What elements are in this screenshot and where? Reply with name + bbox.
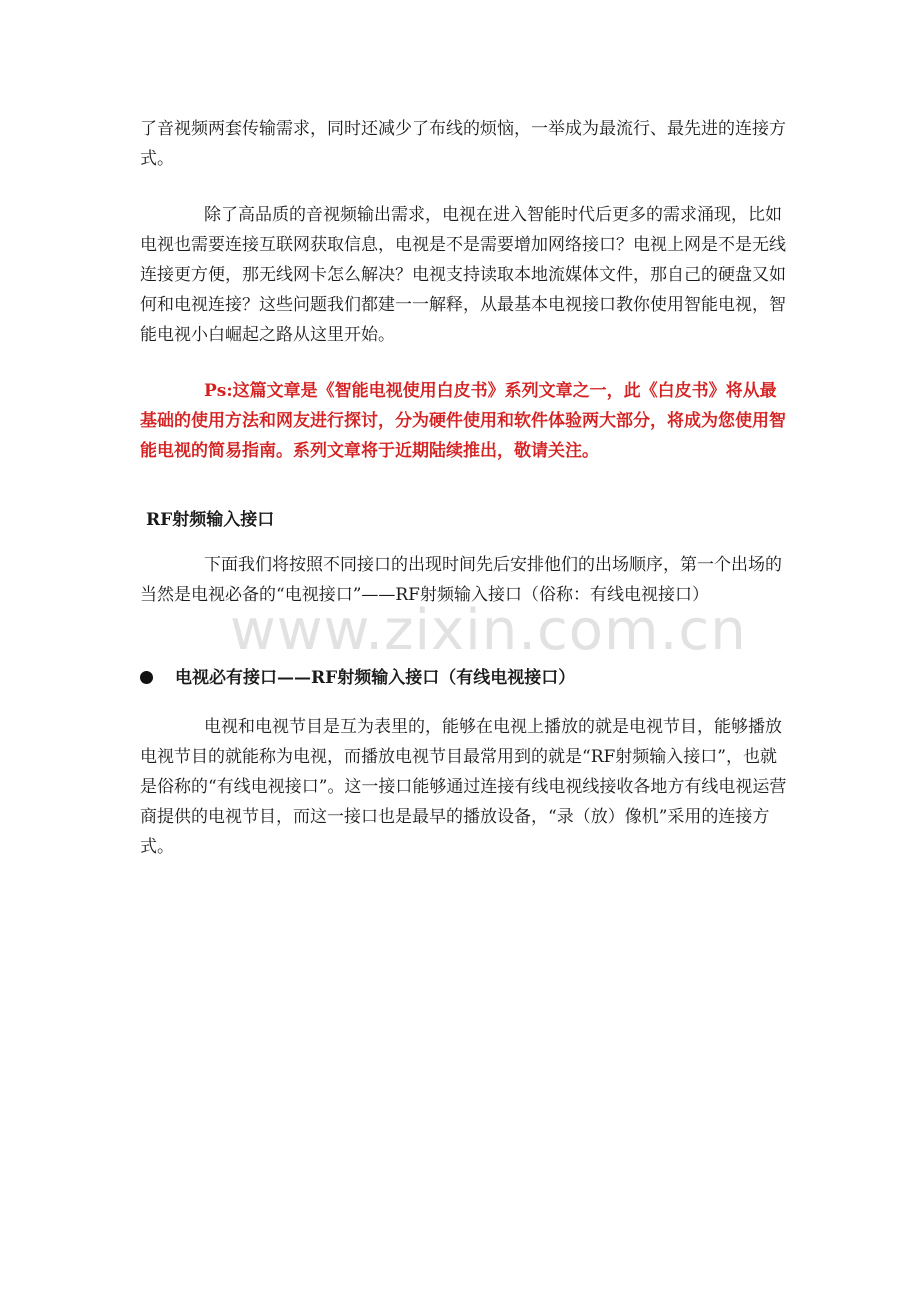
section-heading-rf: RF射频输入接口	[146, 510, 275, 530]
paragraph-smart-tv-needs: 除了高品质的音视频输出需求，电视在进入智能时代后更多的需求涌现，比如电视也需要连接互联网获取信息，电视是不是需要增加网络接口？电视上网是不是无线连接更方便，那无线网卡怎么解决？电视支持读取本地流媒体文件，那自己的硬盘又如何和电视连接？这些问题我们都建一一解释，从最基本电视接口教你使用智能电视，智能电视小白崛起之路从这里开始。	[140, 205, 786, 345]
paragraph-interface-order: 下面我们将按照不同接口的出现时间先后安排他们的出场顺序，第一个出场的当然是电视必备的“电视接口”——RF射频输入接口（俗称：有线电视接口）	[140, 555, 782, 605]
watermark-text: www.zixin.com.cn	[230, 598, 747, 663]
ps-note: Ps:这篇文章是《智能电视使用白皮书》系列文章之一，此《白皮书》将从最基础的使用方法和网友进行探讨，分为硬件使用和软件体验两大部分，将成为您使用智能电视的简易指南。系列文章将于近期陆续推出，敬请关注。	[140, 381, 786, 461]
paragraph-rf-description: 电视和电视节目是互为表里的，能够在电视上播放的就是电视节目，能够播放电视节目的就能称为电视，而播放电视节目最常用到的就是“RF射频输入接口”，也就是俗称的“有线电视接口”。这一接口能够通过连接有线电视线接收各地方有线电视运营商提供的电视节目，而这一接口也是最早的播放设备，“录（放）像机”采用的连接方式。	[140, 717, 787, 857]
bullet-dot-icon	[140, 671, 153, 684]
bullet-heading-text: 电视必有接口——RF射频输入接口（有线电视接口）	[175, 668, 576, 688]
paragraph-intro-continued: 了音视频两套传输需求，同时还减少了布线的烦恼，一举成为最流行、最先进的连接方式。	[140, 119, 786, 169]
bullet-heading-row	[140, 663, 575, 693]
